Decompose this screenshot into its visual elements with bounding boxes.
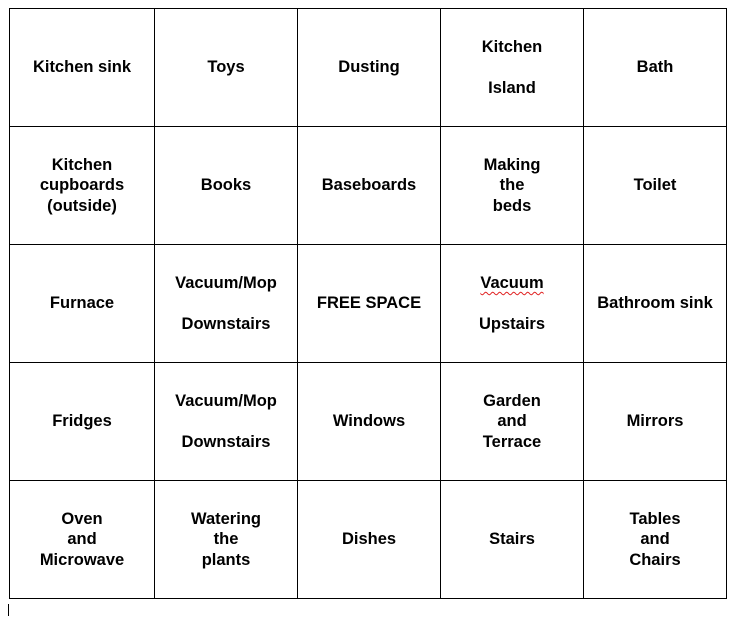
cell-text-line: Tables	[629, 509, 681, 528]
grid-row	[10, 9, 727, 127]
grid-cell[interactable]	[155, 363, 298, 481]
cell-text-line: and	[67, 530, 97, 549]
grid-row	[10, 245, 727, 363]
cell-text-line: Downstairs	[181, 432, 271, 451]
cell-text-line: Oven	[61, 509, 103, 528]
grid-cell[interactable]	[584, 481, 727, 599]
grid-cell[interactable]	[10, 481, 155, 599]
cell-text-line: Mirrors	[626, 412, 684, 431]
cell-text-line: Windows	[332, 412, 406, 431]
cell-text-line: and	[640, 530, 670, 549]
cell-text-line: Downstairs	[181, 314, 271, 333]
grid-cell[interactable]	[298, 127, 441, 245]
cell-text-line: the	[213, 530, 239, 549]
cell-text-line	[159, 293, 293, 314]
grid-cell[interactable]	[441, 363, 584, 481]
cell-text-line: Dishes	[341, 530, 397, 549]
text-cursor	[8, 604, 9, 616]
grid-cell[interactable]	[10, 9, 155, 127]
cell-text-line: Dusting	[338, 58, 400, 77]
grid-cell[interactable]	[298, 245, 441, 363]
cell-text-line: plants	[201, 550, 251, 569]
cell-text-line: Watering	[191, 509, 261, 528]
grid-row	[10, 363, 727, 481]
grid-cell[interactable]	[155, 245, 298, 363]
cell-text-line: Stairs	[489, 530, 535, 549]
cell-text-line: Terrace	[482, 432, 542, 451]
grid-body	[10, 9, 727, 599]
spellcheck-word[interactable]: Vacuum	[480, 273, 544, 292]
chore-bingo-grid	[9, 8, 727, 599]
cell-text-line: Making	[483, 155, 541, 174]
cell-text-line: cupboards	[39, 176, 125, 195]
cell-text-line: Kitchen sink	[32, 58, 132, 77]
cell-text-line: Microwave	[39, 550, 125, 569]
cell-text-line: Vacuum/Mop	[175, 391, 277, 410]
cell-text-line: Toilet	[633, 176, 677, 195]
cell-text-line: the	[499, 176, 525, 195]
cell-text-line: Garden	[483, 391, 541, 410]
grid-cell[interactable]	[10, 245, 155, 363]
cell-text-line: and	[497, 412, 527, 431]
grid-cell[interactable]	[441, 481, 584, 599]
cell-text-line: Furnace	[49, 294, 115, 313]
cell-text-line	[159, 411, 293, 432]
cell-text-line: Fridges	[52, 412, 112, 431]
cell-text-line: (outside)	[47, 196, 117, 215]
cell-text-line: beds	[492, 196, 532, 215]
cell-text-line	[445, 273, 579, 294]
cell-text-line	[445, 57, 579, 78]
grid-cell[interactable]	[584, 245, 727, 363]
grid-row	[10, 127, 727, 245]
grid-cell[interactable]	[10, 363, 155, 481]
cell-text-line: Chairs	[629, 550, 681, 569]
grid-cell[interactable]	[298, 363, 441, 481]
cell-text-line: Baseboards	[321, 176, 417, 195]
cell-text-line: FREE SPACE	[316, 294, 422, 313]
grid-cell[interactable]	[441, 127, 584, 245]
cell-text-line: Books	[200, 176, 252, 195]
grid-cell[interactable]	[441, 245, 584, 363]
cell-text-line: Toys	[207, 58, 245, 77]
cell-text-line: Bathroom sink	[597, 294, 713, 313]
grid-cell[interactable]	[298, 481, 441, 599]
grid-cell[interactable]	[584, 9, 727, 127]
cell-text-line: Upstairs	[478, 314, 546, 333]
cell-text-line	[445, 293, 579, 314]
grid-cell[interactable]	[155, 127, 298, 245]
cell-text-line: Kitchen	[51, 155, 113, 174]
grid-cell[interactable]	[298, 9, 441, 127]
grid-cell[interactable]	[584, 127, 727, 245]
cell-text-line: Island	[488, 78, 536, 97]
cell-text-line: Vacuum/Mop	[175, 273, 277, 292]
grid-cell[interactable]	[584, 363, 727, 481]
grid-cell[interactable]	[441, 9, 584, 127]
grid-cell[interactable]	[10, 127, 155, 245]
grid-cell[interactable]	[155, 481, 298, 599]
grid-row	[10, 481, 727, 599]
cell-text-line: Bath	[636, 58, 674, 77]
cell-text-line: Kitchen	[481, 37, 543, 56]
grid-cell[interactable]	[155, 9, 298, 127]
